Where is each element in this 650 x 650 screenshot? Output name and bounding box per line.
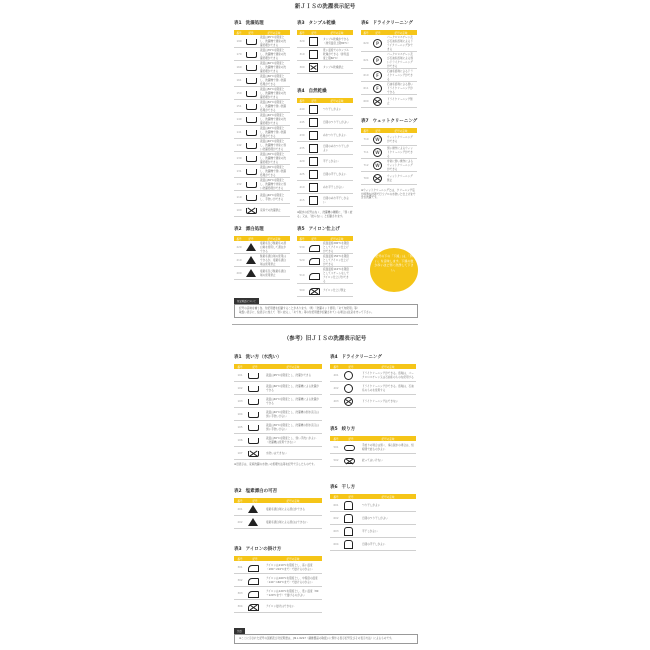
table-row: 620 P パークロロエチレン及び石油系溶剤によるドライクリーニングができる: [361, 35, 417, 52]
old-wring-gently-icon: [344, 445, 355, 451]
table-row: 440 つり干しがよい: [297, 103, 353, 116]
table-row: 410 ぬれ平干しがよい: [297, 181, 353, 194]
table-row: 202 塩素系漂白剤による漂白はできない: [234, 516, 322, 529]
table-row: 712 W 非常に弱い操作によるウェットクリーニングができる: [361, 159, 417, 172]
table-row: 610 F 石油系溶剤によるドライクリーニングができる: [361, 69, 417, 82]
line-dry-shade-icon: [309, 118, 318, 127]
old-table-washing: 表1 洗い方（水洗い） 番号 記号 記号の意味 101 液温は95℃を限度とし、洗濯ができる 102 液温は60℃を限度とし、洗濯機による洗濯ができる 103 液温は40℃を限度とし、洗濯機による洗濯ができる 104 液温は40℃を限度とし、洗濯機の弱水流又は弱い手洗いがよい 105 液温は30℃を限度とし、洗濯機の弱水流又は弱い手洗いがよい 106 液温は30℃を限度とし、弱い手洗いがよい（洗濯機は使用できない） 107 水洗いはできない ※旧表示は、家庭洗濯の水洗いの処理方法等を記号で示したものです。: [234, 354, 322, 467]
iron-high-icon: [309, 245, 320, 252]
old-iron-medium-icon: [248, 578, 259, 585]
old-wash-60-icon: [248, 386, 259, 392]
iron-low-icon: [309, 273, 320, 280]
wet-clean-very-gentle-icon: W: [373, 161, 382, 170]
wash-40-icon: [246, 117, 257, 123]
table-row: 310 低い温度でのタンブル乾燥ができる（排気温度上限60℃）: [297, 48, 353, 61]
line-dry-icon: [309, 105, 318, 114]
new-jis-title: 新ＪＩＳの洗濯表示記号: [294, 4, 356, 10]
table-row: 110 液温は40℃を限度とし、手洗いができる: [234, 191, 290, 204]
natural-dry-note: ※脱水の記号はなく、洗濯機の種類に、「弱く絞る」又は、「絞らない」と記載されます。: [297, 211, 353, 218]
wet-flat-dry-shade-icon: [309, 196, 318, 205]
do-not-tumble-icon: [309, 63, 318, 72]
drip-dry-icon: [309, 131, 318, 140]
underline-tip-bubble: 記号の下の「下線」は、「弱い」を意味します。下線の数が多いほど弱く洗浄して下さい。: [370, 248, 418, 292]
table-row: 220 塩素系及び酸素系の漂白剤を使用して漂白ができる: [234, 241, 290, 254]
table-row: 435 日陰のぬれつり干しがよい: [297, 142, 353, 155]
tumble-low-icon: [309, 50, 318, 59]
wash-60-gentle-icon: [246, 78, 257, 84]
wash-40-gentle-icon: [246, 130, 257, 136]
table-row: 142 液温は40℃を限度とし、洗濯機で非常に弱い洗濯処理ができる: [234, 139, 290, 152]
table-row: 100 家庭での洗濯禁止: [234, 204, 290, 217]
wash-60-icon: [246, 65, 257, 71]
table-row: 602 日陰のつり干しがよい: [330, 512, 416, 525]
bleach-oxygen-icon: [246, 256, 256, 264]
old-iron-low-icon: [248, 591, 259, 598]
old-iron-high-icon: [248, 565, 259, 572]
table-row: 711 W 弱い操作によるウェットクリーニングができる: [361, 146, 417, 159]
supplementary-terms-box: 記号の意味を補う為、付記用語を記載することがあります。（例：「洗濯ネット使用」「あて布使用」等） 取扱い表示に、絵表示に加えて「弱く絞る」、「あて布」等の付記用語が記載されている場合は注意を守って下さい。: [234, 304, 418, 318]
old-no-chlorine-bleach-icon: [248, 518, 258, 526]
do-not-bleach-icon: [246, 269, 256, 277]
table-row: 510 底面温度110℃を限度としてスチームなしでアイロン仕上げができる: [297, 267, 353, 284]
old-do-not-dry-clean-icon: [344, 397, 353, 406]
old-do-not-wring-icon: [344, 458, 355, 464]
old-dry-clean-petroleum-icon: [344, 384, 353, 393]
old-jis-title: （参考）旧ＪＩＳの洗濯表示記号: [283, 336, 367, 342]
new-table-natural-dry: 表4 自然乾燥 番号 記号 記号の意味 440 つり干しがよい 445 日陰のつり干しがよい 430 ぬれつり干しがよい 435 日陰のぬれつり干しがよい 420 平干しがよい 425 日陰の平干しがよい 410 ぬれ平干しがよい 415 日陰のぬれ平干しがよい ※脱水の記号はなく、洗濯機の種類に、「弱く絞る」又は、「絞らない」と記載されます。: [297, 89, 353, 218]
table-row: 530 底面温度200℃を限度としてアイロン仕上げができる: [297, 241, 353, 254]
table-row: 700 ウェットクリーニング禁止: [361, 172, 417, 185]
old-table-dry-cleaning: 表4 ドライクリーニング 番号 記号 記号の意味 401 ドライクリーニングができる。溶剤は、パークロロエチレン又は石油系のものを使用する 402 ドライクリーニングができる。溶剤は、石油系のものを使用する 403 ドライクリーニングはできない: [330, 354, 416, 408]
wash-40-very-gentle-icon: [246, 143, 257, 149]
table-row: 132 液温は30℃を限度とし、洗濯機で非常に弱い洗濯処理ができる: [234, 178, 290, 191]
wet-clean-gentle-icon: W: [373, 148, 382, 157]
old-wash-40-icon: [248, 399, 259, 405]
table-row: 130 液温は30℃を限度とし、洗濯機で通常の洗濯処理ができる: [234, 152, 290, 165]
old-flat-dry-icon: [344, 527, 353, 536]
table-row: 190 液温は95℃を限度とし、洗濯機で通常の洗濯処理ができる: [234, 35, 290, 48]
do-not-dry-clean-icon: [373, 97, 382, 106]
new-table-washing: 表1 洗濯処理 番号 記号 記号の意味 190 液温は95℃を限度とし、洗濯機で通常の洗濯処理ができる 170 液温は70℃を限度とし、洗濯機で通常の洗濯処理ができる 160 液温は60℃を限度とし、洗濯機で通常の洗濯処理ができる 161 液温は60℃を限度とし、洗濯機で弱い洗濯処理ができる 150 液温は50℃を限度とし、洗濯機で通常の洗濯処理ができる 151 液温は50℃を限度とし、洗濯機で弱い洗濯処理ができる 140 液温は40℃を限度とし、洗濯機で通常の洗濯処理ができる 141 液温は40℃を限度とし、洗濯機で弱い洗濯処理ができる 142 液温は40℃を限度とし、洗濯機で非常に弱い洗濯処理ができる 130 液温は30℃を限度とし、洗濯機で通常の洗濯処理ができる 131 液温は30℃を限度とし、洗濯機で弱い洗濯処理ができる 132 液温は30℃を限度とし、洗濯機で非常に弱い洗濯処理ができる 110 液温は40℃を限度とし、手洗いができる 100 家庭での洗濯禁止: [234, 20, 290, 217]
old-do-not-iron-icon: [248, 604, 259, 611]
do-not-wet-clean-icon: [373, 174, 382, 183]
table-row: 102 液温は60℃を限度とし、洗濯機による洗濯ができる: [234, 382, 322, 395]
new-table-bleach: 表2 漂白処理 番号 記号 記号の意味 220 塩素系及び酸素系の漂白剤を使用して漂白ができる 210 酸素系漂白剤の使用はできるが、塩素系漂白剤は使用禁止 200 塩素系及び酸素系漂白剤の使用禁止: [234, 226, 290, 280]
old-table-drying: 表6 干し方 番号 記号 記号の意味 601 つり干しがよい 602 日陰のつり干しがよい 603 平干しがよい 604 日陰の平干しがよい: [330, 484, 416, 551]
wash-30-gentle-icon: [246, 169, 257, 175]
wash-30-very-gentle-icon: [246, 182, 257, 188]
table-row: 502 絞ってはいけない: [330, 454, 416, 467]
table-row: 151 液温は50℃を限度とし、洗濯機で弱い洗濯処理ができる: [234, 100, 290, 113]
new-table-tumble: 表3 タンブル乾燥 番号 記号 記号の意味 320 タンブル乾燥ができる（排気温度上限80℃） 310 低い温度でのタンブル乾燥ができる（排気温度上限60℃） 300 タンブル乾燥禁止: [297, 20, 353, 74]
old-washing-note: ※旧表示は、家庭洗濯の水洗いの処理方法等を記号で示したものです。: [234, 463, 317, 466]
table-row: 131 液温は30℃を限度とし、洗濯機で弱い洗濯処理ができる: [234, 165, 290, 178]
old-notice-box: ※ここに示された記号の図柄及び付記用語は、JIS L 0217（繊維製品の取扱いに関する表示記号及びその表示方法）によるものです。: [234, 634, 418, 644]
table-row: 500 アイロン仕上げ禁止: [297, 284, 353, 297]
table-row: 601 つり干しがよい: [330, 499, 416, 512]
table-row: 104 液温は40℃を限度とし、洗濯機の弱水流又は弱い手洗いがよい: [234, 408, 322, 421]
table-row: 105 液温は30℃を限度とし、洗濯機の弱水流又は弱い手洗いがよい: [234, 421, 322, 434]
hand-wash-icon: [246, 195, 257, 201]
wet-clean-icon: W: [373, 135, 382, 144]
old-wash-30-weak-icon: [248, 425, 259, 431]
table-row: 430 ぬれつり干しがよい: [297, 129, 353, 142]
tumble-high-icon: [309, 37, 318, 46]
dry-clean-f-gentle-icon: F: [373, 84, 382, 93]
old-wash-95-icon: [248, 373, 259, 379]
table-row: 304 アイロン掛けはできない: [234, 600, 322, 613]
new-table-dry-cleaning: 表6 ドライクリーニング 番号 記号 記号の意味 620 P パークロロエチレン及び石油系溶剤によるドライクリーニングができる 621 P パークロロエチレン及び石油系溶剤による弱いドライクリーニングができる 610 F 石油系溶剤によるドライクリーニングができる 611 F 石油系溶剤による弱いドライクリーニングができる 600 ドライクリーニング禁止: [361, 20, 417, 108]
table-row: 170 液温は70℃を限度とし、洗濯機で通常の洗濯処理ができる: [234, 48, 290, 61]
table-row: 611 F 石油系溶剤による弱いドライクリーニングができる: [361, 82, 417, 95]
section-number: 表1: [234, 21, 242, 26]
table-row: 161 液温は60℃を限度とし、洗濯機で弱い洗濯処理ができる: [234, 74, 290, 87]
table-row: 603 平干しがよい: [330, 525, 416, 538]
old-table-wringing: 表5 絞り方 番号 記号 記号の意味 501 手絞りの場合は弱く、遠心脱水の場合は、短時間で絞るのがよい 502 絞ってはいけない: [330, 426, 416, 467]
section-divider: [232, 324, 418, 325]
table-row: 425 日陰の平干しがよい: [297, 168, 353, 181]
table-row: 301 アイロンは210℃を限度とし、高い温度（180～210℃まで）で掛けるのがよい: [234, 561, 322, 574]
new-table-wet-cleaning: 表7 ウェットクリーニング 番号 記号 記号の意味 710 W ウェットクリーニングができる 711 W 弱い操作によるウェットクリーニングができる 712 W 非常に弱い操作によるウェットクリーニングができる 700 ウェットクリーニング禁止 ※ウェットクリーニングとは、クリーニング店が特殊な技術で行うプロの水洗いと仕上げまで含む洗濯です。: [361, 119, 418, 200]
iron-medium-icon: [309, 258, 320, 265]
wash-50-icon: [246, 91, 257, 97]
table-row: 501 手絞りの場合は弱く、遠心脱水の場合は、短時間で絞るのがよい: [330, 441, 416, 454]
table-row: 106 液温は30℃を限度とし、弱い手洗いがよい（洗濯機は使用できない）: [234, 434, 322, 447]
new-table-ironing: 表5 アイロン仕上げ 番号 記号 記号の意味 530 底面温度200℃を限度としてアイロン仕上げができる 520 底面温度150℃を限度としてアイロン仕上げができる 510 底面温度110℃を限度としてスチームなしでアイロン仕上げができる 500 アイロン仕上げ禁止: [297, 226, 353, 297]
old-flat-dry-shade-icon: [344, 540, 353, 549]
old-chlorine-bleach-icon: [248, 505, 258, 513]
table-row: 201 塩素系漂白剤による漂白ができる: [234, 503, 322, 516]
table-row: 200 塩素系及び酸素系漂白剤の使用禁止: [234, 267, 290, 280]
table-row: 621 P パークロロエチレン及び石油系溶剤による弱いドライクリーニングができる: [361, 52, 417, 69]
table-row: 520 底面温度150℃を限度としてアイロン仕上げができる: [297, 254, 353, 267]
table-row: 141 液温は40℃を限度とし、洗濯機で弱い洗濯処理ができる: [234, 126, 290, 139]
table-row: 420 平干しがよい: [297, 155, 353, 168]
bleach-any-icon: [246, 243, 256, 251]
section-title: 洗濯処理: [245, 21, 264, 26]
table-row: 604 日陰の平干しがよい: [330, 538, 416, 551]
flat-dry-shade-icon: [309, 170, 318, 179]
do-not-wash-icon: [246, 208, 257, 214]
table-row: 150 液温は50℃を限度とし、洗濯機で通常の洗濯処理ができる: [234, 87, 290, 100]
table-row: 445 日陰のつり干しがよい: [297, 116, 353, 129]
table-row: 415 日陰のぬれ平干しがよい: [297, 194, 353, 207]
wet-cleaning-note: ※ウェットクリーニングとは、クリーニング店が特殊な技術で行うプロの水洗いと仕上げまで含む洗濯です。: [361, 189, 416, 200]
table-row: 600 ドライクリーニング禁止: [361, 95, 417, 108]
flat-dry-icon: [309, 157, 318, 166]
table-row: 401 ドライクリーニングができる。溶剤は、パークロロエチレン又は石油系のものを使用する: [330, 369, 416, 382]
dry-clean-p-icon: P: [373, 39, 382, 48]
old-table-bleach: 表2 塩素漂白の可否 番号 記号 記号の意味 201 塩素系漂白剤による漂白ができる 202 塩素系漂白剤による漂白はできない: [234, 488, 322, 529]
wash-50-gentle-icon: [246, 104, 257, 110]
table-row: 103 液温は40℃を限度とし、洗濯機による洗濯ができる: [234, 395, 322, 408]
drip-dry-shade-icon: [309, 144, 318, 153]
supplementary-terms-tag: 付記用語について: [234, 298, 259, 304]
old-wash-40-weak-icon: [248, 412, 259, 418]
table-row: 140 液温は40℃を限度とし、洗濯機で通常の洗濯処理ができる: [234, 113, 290, 126]
old-dry-clean-icon: [344, 371, 353, 380]
dry-clean-f-icon: F: [373, 71, 382, 80]
table-row: 300 タンブル乾燥禁止: [297, 61, 353, 74]
table-row: 320 タンブル乾燥ができる（排気温度上限80℃）: [297, 35, 353, 48]
wet-flat-dry-icon: [309, 183, 318, 192]
old-notice-tag: 注意: [234, 628, 245, 634]
old-line-dry-icon: [344, 501, 353, 510]
old-table-ironing: 表3 アイロンの掛け方 番号 記号 記号の意味 301 アイロンは210℃を限度とし、高い温度（180～210℃まで）で掛けるのがよい 302 アイロンは160℃を限度とし、中程度の温度（140～160℃まで）で掛けるのがよい 303 アイロンは120℃を限度とし、低い温度（80～120℃まで）で掛けるのがよい 304 アイロン掛けはできない: [234, 546, 322, 613]
table-row: 710 W ウェットクリーニングができる: [361, 133, 417, 146]
wash-70-icon: [246, 52, 257, 58]
table-row: 210 酸素系漂白剤の使用はできるが、塩素系漂白剤は使用禁止: [234, 254, 290, 267]
table-row: 107 水洗いはできない: [234, 447, 322, 460]
table-row: 302 アイロンは160℃を限度とし、中程度の温度（140～160℃まで）で掛けるのがよい: [234, 574, 322, 587]
do-not-iron-icon: [309, 288, 320, 295]
dry-clean-p-gentle-icon: P: [373, 56, 382, 65]
table-row: 303 アイロンは120℃を限度とし、低い温度（80～120℃まで）で掛けるのがよい: [234, 587, 322, 600]
table-row: 402 ドライクリーニングができる。溶剤は、石油系のものを使用する: [330, 382, 416, 395]
old-hand-wash-icon: [248, 438, 259, 444]
wash-95-icon: [246, 39, 257, 45]
table-row: 101 液温は95℃を限度とし、洗濯ができる: [234, 369, 322, 382]
old-do-not-wash-icon: [248, 451, 259, 457]
table-row: 160 液温は60℃を限度とし、洗濯機で通常の洗濯処理ができる: [234, 61, 290, 74]
wash-30-icon: [246, 156, 257, 162]
table-row: 403 ドライクリーニングはできない: [330, 395, 416, 408]
old-line-dry-shade-icon: [344, 514, 353, 523]
